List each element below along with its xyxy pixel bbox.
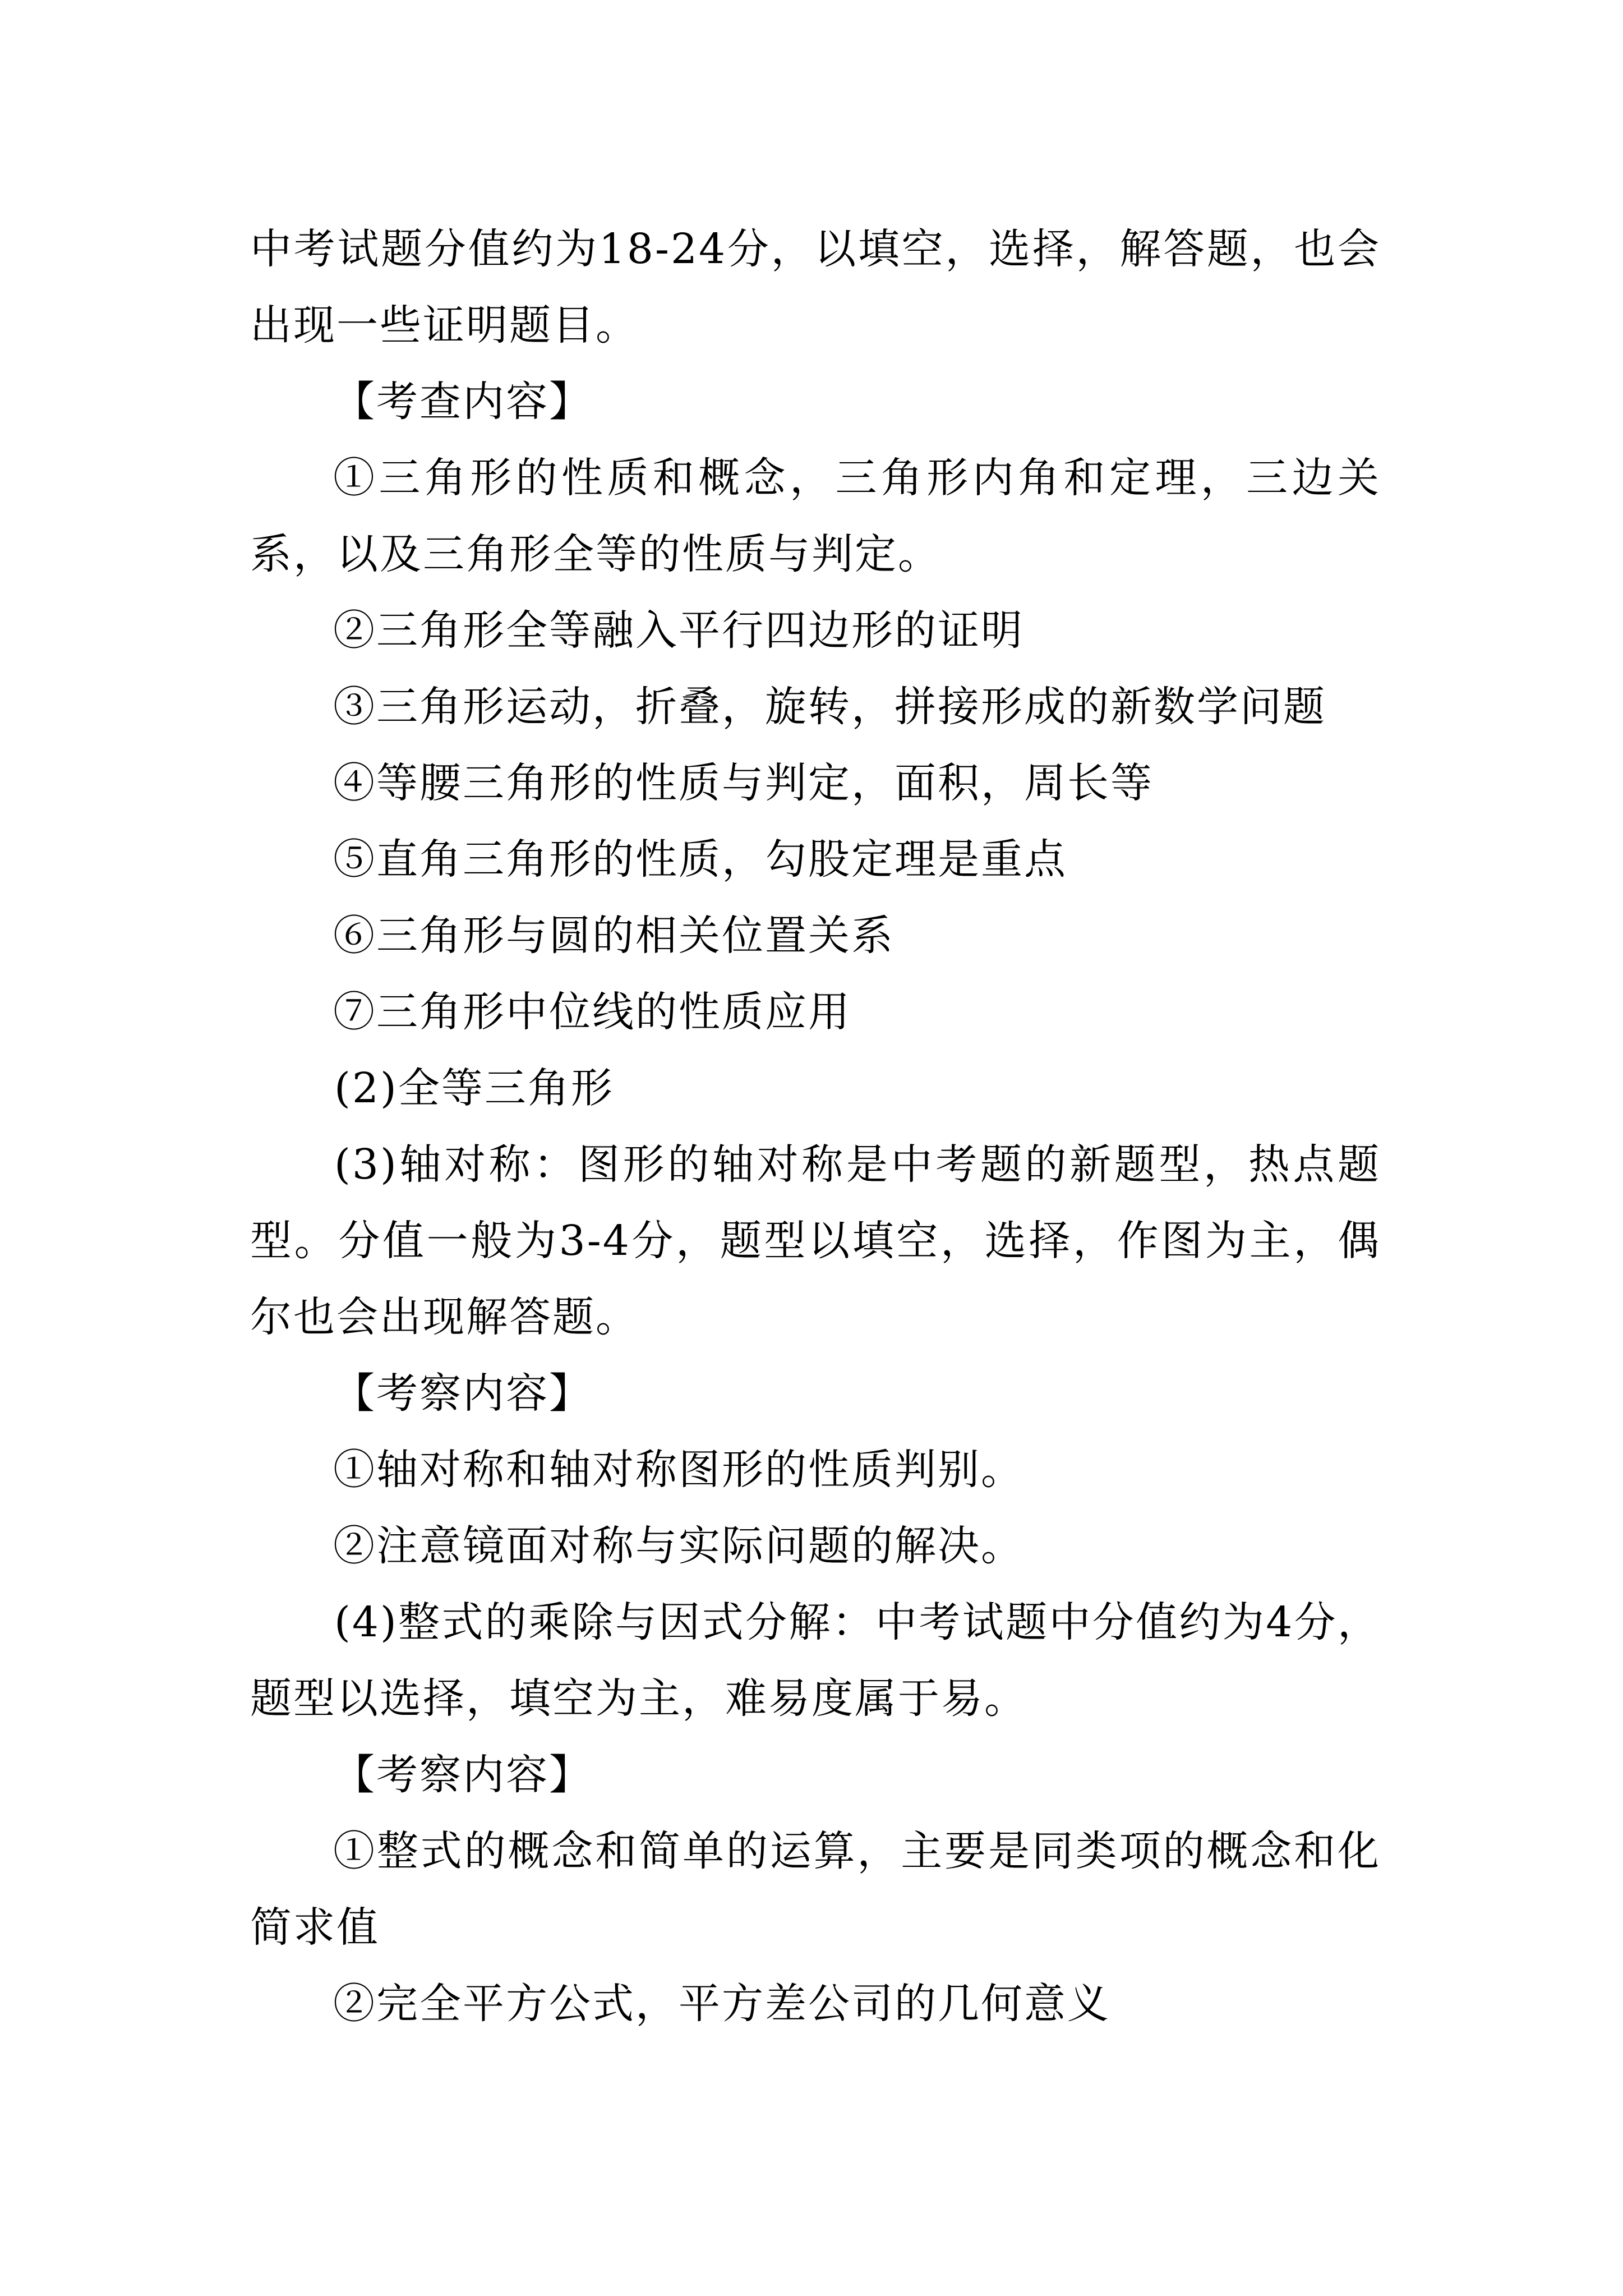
list-item-7: ⑦三角形中位线的性质应用 bbox=[333, 988, 851, 1036]
heading-exam-content-2: 【考察内容】 bbox=[333, 1369, 592, 1418]
polynomial-item-2: ②完全平方公式，平方差公司的几何意义 bbox=[333, 1980, 1110, 2028]
symmetry-item-1: ①轴对称和轴对称图形的性质判别。 bbox=[333, 1446, 1024, 1494]
symmetry-item-2: ②注意镜面对称与实际问题的解决。 bbox=[333, 1522, 1024, 1570]
document-body bbox=[250, 211, 1381, 2042]
paragraph-score-intro: 中考试题分值约为18-24分，以填空，选择，解答题，也会出现一些证明题目。 bbox=[250, 225, 1381, 349]
heading-exam-content-1: 【考查内容】 bbox=[333, 378, 592, 426]
list-item-1: ①三角形的性质和概念，三角形内角和定理，三边关系，以及三角形全等的性质与判定。 bbox=[250, 454, 1381, 578]
polynomial-item-1: ①整式的概念和简单的运算，主要是同类项的概念和化简求值 bbox=[250, 1827, 1381, 1952]
section-polynomial-factorization: (4)整式的乘除与因式分解：中考试题中分值约为4分，题型以选择，填空为主，难易度属于易。 bbox=[250, 1598, 1381, 1723]
heading-exam-content-3: 【考察内容】 bbox=[333, 1751, 592, 1799]
list-item-4: ④等腰三角形的性质与判定，面积，周长等 bbox=[333, 759, 1154, 807]
section-axial-symmetry: (3)轴对称：图形的轴对称是中考题的新题型，热点题型。分值一般为3-4分，题型以填空，选择，作图为主，偶尔也会出现解答题。 bbox=[250, 1140, 1381, 1341]
list-item-2: ②三角形全等融入平行四边形的证明 bbox=[333, 606, 1024, 655]
list-item-6: ⑥三角形与圆的相关位置关系 bbox=[333, 912, 895, 960]
list-item-3: ③三角形运动，折叠，旋转，拼接形成的新数学问题 bbox=[333, 683, 1326, 731]
section-congruent-triangles: (2)全等三角形 bbox=[334, 1064, 614, 1112]
list-item-5: ⑤直角三角形的性质，勾股定理是重点 bbox=[333, 835, 1067, 884]
